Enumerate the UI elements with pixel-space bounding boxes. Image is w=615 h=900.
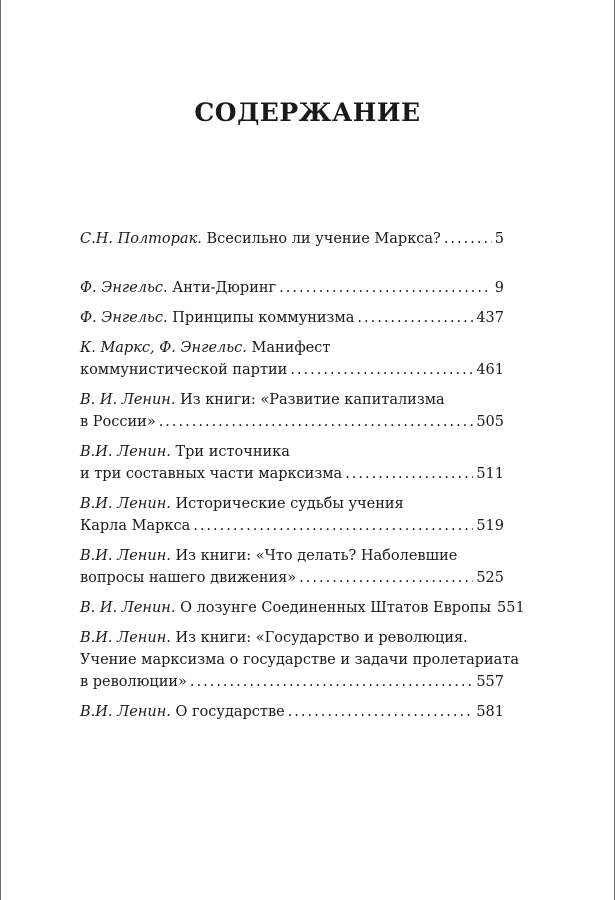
toc-entry[interactable] (80, 307, 504, 329)
page-number: 461 (476, 362, 504, 378)
toc-author: В.И. Ленин. (80, 630, 171, 646)
toc-entry[interactable] (80, 597, 525, 619)
page-number: 5 (494, 231, 504, 247)
toc-line (80, 701, 504, 723)
dot-leader (190, 671, 473, 693)
dot-leader (290, 359, 473, 381)
toc-line (80, 411, 504, 433)
toc-entry-title (80, 228, 441, 250)
toc-entry-title (80, 597, 491, 619)
page-number: 505 (476, 414, 504, 430)
dot-leader (345, 463, 473, 485)
toc-author: В.И. Ленин. (80, 444, 171, 460)
toc-line (80, 671, 504, 693)
dot-leader (193, 515, 473, 537)
toc-author: В. И. Ленин. (80, 392, 176, 408)
toc-entry[interactable] (80, 493, 504, 537)
page-number: 511 (476, 466, 504, 482)
toc-title-text: О лозунге Соединенных Штатов Европы (180, 600, 492, 616)
toc-line (80, 307, 504, 329)
toc-author: В.И. Ленин. (80, 704, 171, 720)
toc-line (80, 567, 504, 589)
toc-entry-title (80, 627, 468, 649)
toc-entry[interactable] (80, 228, 504, 250)
page-number: 581 (476, 704, 504, 720)
toc-title-text: Карла Маркса (80, 518, 191, 534)
toc-line (80, 627, 504, 649)
toc-title-text: Учение марксизма о государстве и задачи пролетариата (80, 652, 519, 668)
toc-title-text: и три составных части марксизма (80, 466, 343, 482)
toc-title-text: Всесильно ли учение Маркса? (206, 231, 441, 247)
toc-line (80, 545, 504, 567)
table-of-contents (80, 228, 525, 723)
toc-line (80, 493, 504, 515)
toc-entry-title (80, 307, 354, 329)
toc-entry[interactable] (80, 337, 504, 381)
toc-entry-title (80, 441, 290, 463)
toc-entry-title (80, 337, 330, 359)
toc-entry[interactable] (80, 627, 519, 693)
page-number: 9 (494, 280, 504, 296)
toc-line (80, 441, 504, 463)
toc-entry[interactable] (80, 277, 504, 299)
toc-line (80, 515, 504, 537)
toc-title-text: Из книги: «Что делать? Наболевшие (175, 548, 458, 564)
toc-title-text: Принципы коммунизма (172, 310, 355, 326)
dot-leader (299, 567, 473, 589)
toc-title-text: Анти-Дюринг (172, 280, 277, 296)
toc-title-text: в революции» (80, 674, 187, 690)
toc-entry-title (80, 493, 404, 515)
toc-author: В.И. Ленин. (80, 496, 171, 512)
dot-leader (279, 277, 492, 299)
toc-line (80, 649, 519, 671)
toc-entry[interactable] (80, 701, 504, 723)
dot-leader (444, 228, 492, 250)
toc-title-text: Из книги: «Государство и революция. (175, 630, 468, 646)
toc-line (80, 597, 525, 619)
toc-title-text: в России» (80, 414, 156, 430)
toc-author: В.И. Ленин. (80, 548, 171, 564)
toc-author: Ф. Энгельс. (80, 280, 168, 296)
toc-entry-title (80, 389, 445, 411)
toc-title-text: Три источника (175, 444, 290, 460)
page-title: СОДЕРЖАНИЕ (194, 98, 421, 127)
toc-author: С.Н. Полторак. (80, 231, 202, 247)
toc-author: В. И. Ленин. (80, 600, 176, 616)
toc-line (80, 463, 504, 485)
toc-line (80, 359, 504, 381)
dot-leader (357, 307, 473, 329)
toc-entry-title (80, 545, 457, 567)
toc-entry-title (80, 277, 276, 299)
page-number: 525 (476, 570, 504, 586)
toc-title-text: Из книги: «Развитие капитализма (180, 392, 445, 408)
toc-entry-title (80, 701, 285, 723)
toc-title-text: коммунистической партии (80, 362, 288, 378)
page-number: 551 (497, 600, 525, 616)
toc-author: Ф. Энгельс. (80, 310, 168, 326)
toc-title-text: Исторические судьбы учения (175, 496, 404, 512)
toc-title-text: Манифест (251, 340, 331, 356)
toc-line (80, 389, 504, 411)
page-number: 437 (476, 310, 504, 326)
toc-line (80, 337, 504, 359)
toc-entry[interactable] (80, 389, 504, 433)
toc-title-text: вопросы нашего движения» (80, 570, 297, 586)
page-number: 557 (476, 674, 504, 690)
toc-line (80, 228, 504, 250)
dot-leader (159, 411, 474, 433)
toc-author: К. Маркс, Ф. Энгельс. (80, 340, 247, 356)
page-number: 519 (476, 518, 504, 534)
toc-entry[interactable] (80, 545, 504, 589)
dot-leader (288, 701, 474, 723)
toc-title-text: О государстве (175, 704, 285, 720)
toc-entry[interactable] (80, 441, 504, 485)
toc-line (80, 277, 504, 299)
